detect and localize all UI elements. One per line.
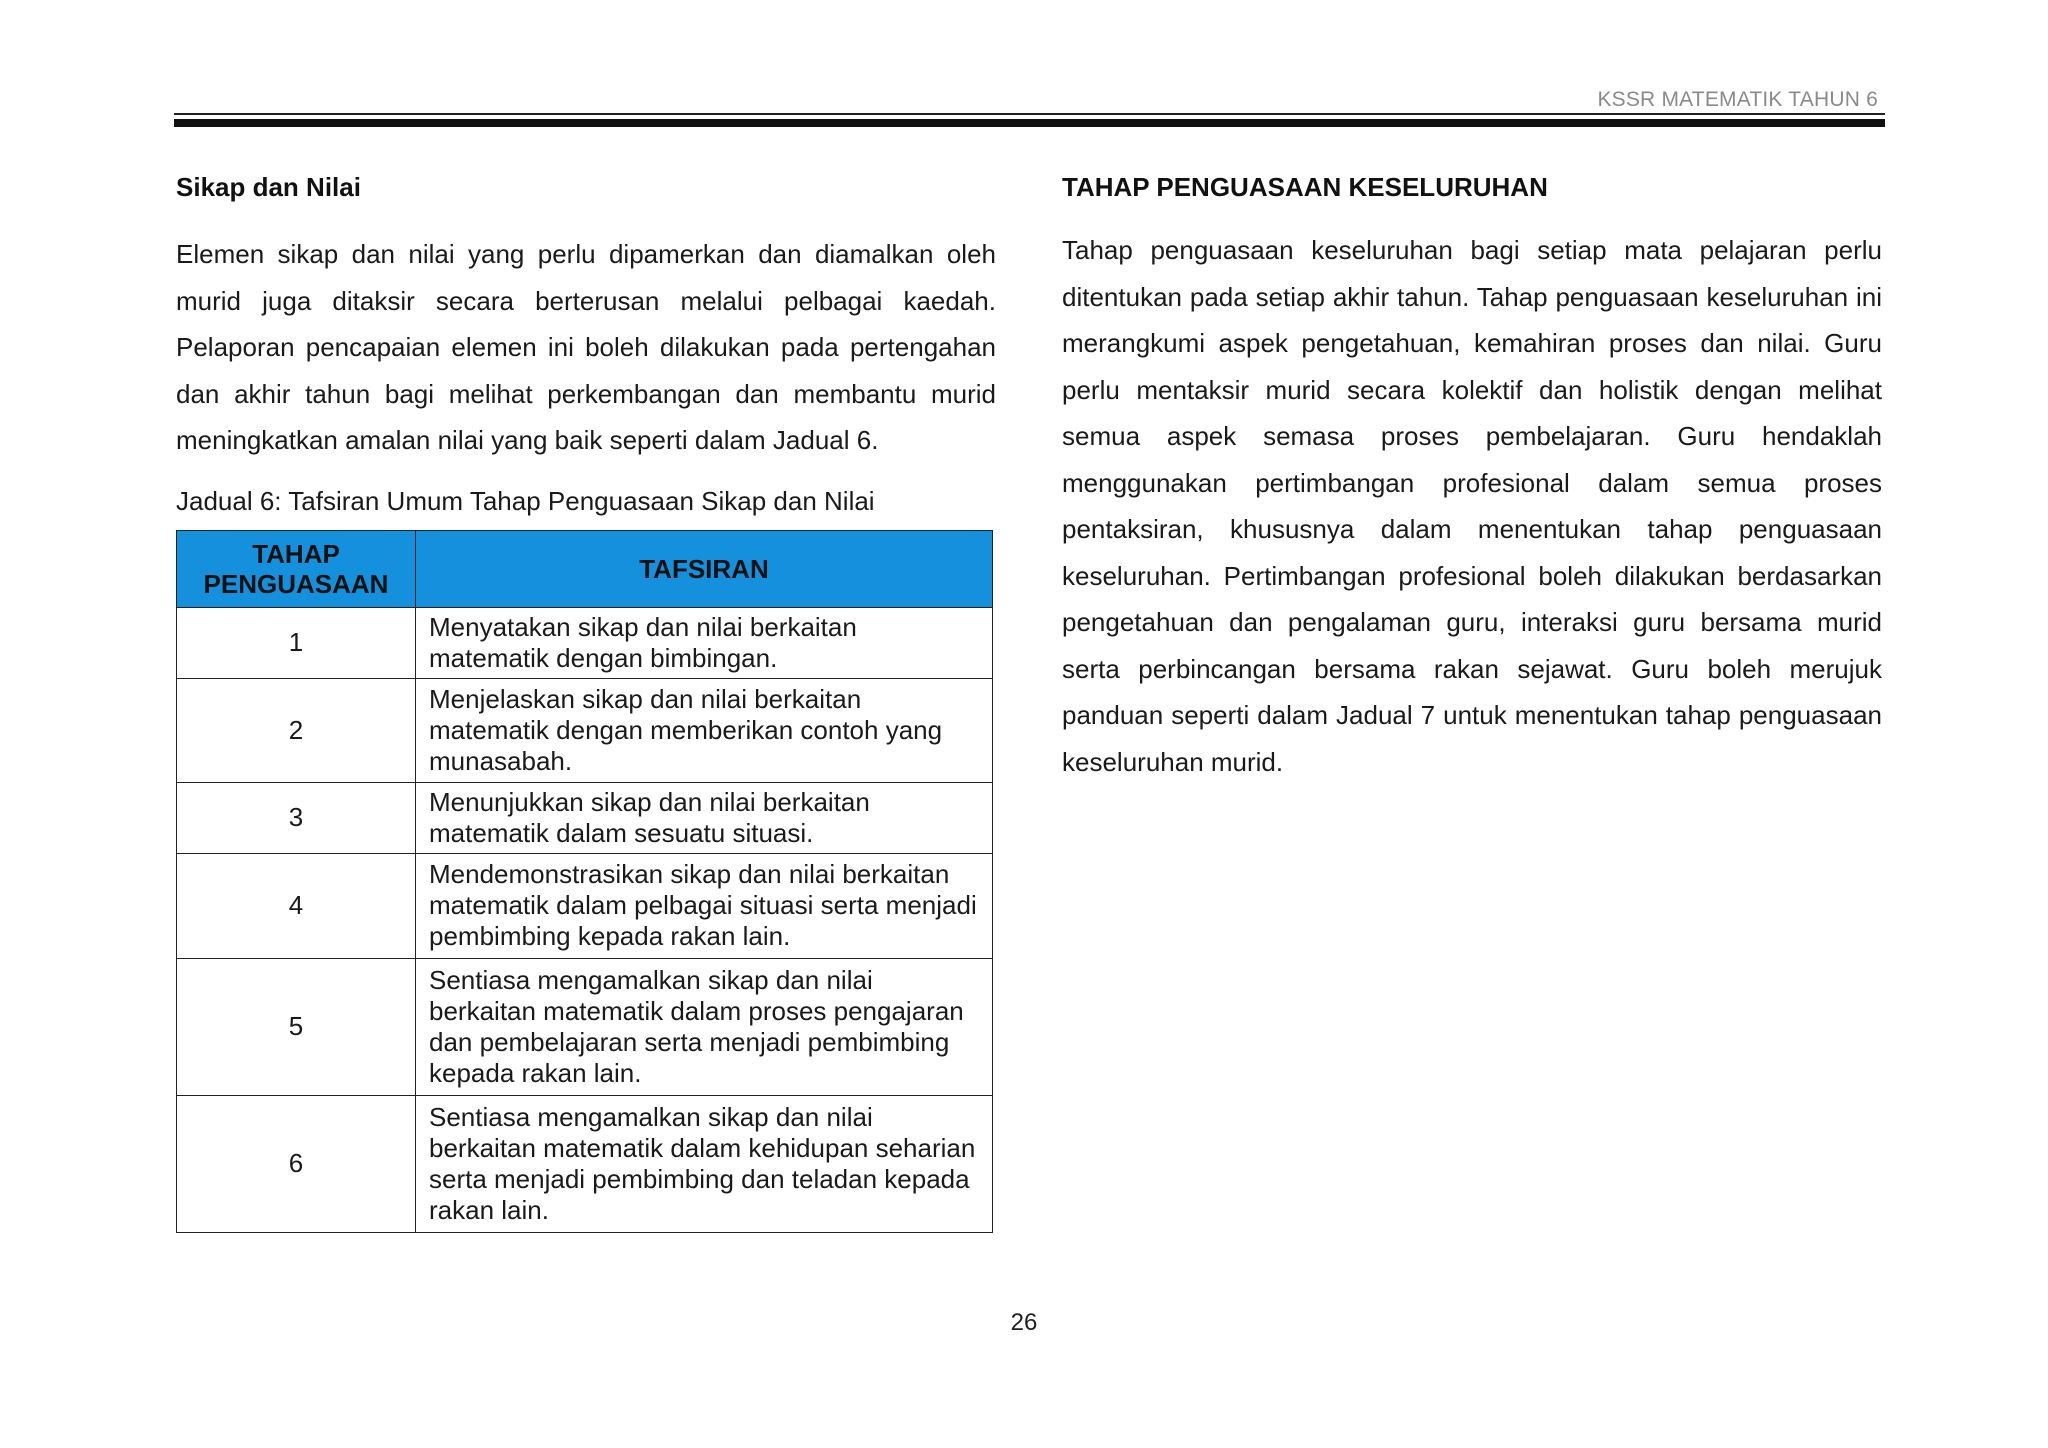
header-rule-thin xyxy=(174,113,1885,115)
level-cell: 4 xyxy=(177,853,416,958)
level-cell: 3 xyxy=(177,782,416,853)
description-cell: Menjelaskan sikap dan nilai berkaitan matematik dengan memberikan contoh yang munasabah. xyxy=(416,678,993,782)
header-rule-thick xyxy=(174,119,1885,127)
level-cell: 5 xyxy=(177,958,416,1095)
description-cell: Sentiasa mengamalkan sikap dan nilai berkaitan matematik dalam kehidupan seharian serta menjadi pembimbing dan teladan kepada rakan lain. xyxy=(416,1095,993,1232)
level-cell: 1 xyxy=(177,607,416,678)
description-cell: Mendemonstrasikan sikap dan nilai berkaitan matematik dalam pelbagai situasi serta menjadi pembimbing kepada rakan lain. xyxy=(416,853,993,958)
tahap-penguasaan-paragraph: Tahap penguasaan keseluruhan bagi setiap mata pelajaran perlu ditentukan pada setiap akhir tahun. Tahap penguasaan keseluruhan ini merangkumi aspek pengetahuan, kemahiran proses dan nilai. Guru perlu mentaksir murid secara kolektif dan holistik dengan melihat semua aspek semasa proses pembelajaran. Guru hendaklah menggunakan pertimbangan profesional dalam semua proses pentaksiran, khususnya dalam menentukan tahap penguasaan keseluruhan. Pertimbangan profesional boleh dilakukan berdasarkan pengetahuan dan pengalaman guru, interaksi guru bersama murid serta perbincangan bersama rakan sejawat. Guru boleh merujuk panduan seperti dalam Jadual 7 untuk menentukan tahap penguasaan keseluruhan murid. xyxy=(1062,235,1882,777)
table-row xyxy=(177,1095,993,1232)
header-tafsiran: TAFSIRAN xyxy=(416,530,993,607)
right-column xyxy=(1062,172,1882,785)
table-caption: Jadual 6: Tafsiran Umum Tahap Penguasaan Sikap dan Nilai xyxy=(176,485,875,516)
level-cell: 6 xyxy=(177,1095,416,1232)
level-cell: 2 xyxy=(177,678,416,782)
header-tahap-penguasaan: TAHAP PENGUASAAN xyxy=(177,530,416,607)
description-cell: Menyatakan sikap dan nilai berkaitan matematik dengan bimbingan. xyxy=(416,607,993,678)
table-row xyxy=(177,678,993,782)
description-cell: Menunjukkan sikap dan nilai berkaitan matematik dalam sesuatu situasi. xyxy=(416,782,993,853)
table-header-row xyxy=(177,530,993,607)
sikap-nilai-paragraph: Elemen sikap dan nilai yang perlu dipamerkan dan diamalkan oleh murid juga ditaksir secara berterusan melalui pelbagai kaedah. Pelaporan pencapaian elemen ini boleh dilakukan pada pertengahan dan akhir tahun bagi melihat perkembangan dan membantu murid meningkatkan amalan nilai yang baik seperti dalam Jadual 6. xyxy=(176,239,996,455)
tafsiran-table xyxy=(176,530,993,1233)
page-number: 26 xyxy=(1010,1309,1038,1336)
section-heading-tahap-penguasaan: TAHAP PENGUASAAN KESELURUHAN xyxy=(1062,172,1548,202)
table-row xyxy=(177,607,993,678)
table-row xyxy=(177,853,993,958)
running-header: KSSR MATEMATIK TAHUN 6 xyxy=(1597,88,1878,111)
table-row xyxy=(177,958,993,1095)
section-heading-sikap-nilai: Sikap dan Nilai xyxy=(176,172,361,202)
description-cell: Sentiasa mengamalkan sikap dan nilai berkaitan matematik dalam proses pengajaran dan pembelajaran serta menjadi pembimbing kepada rakan lain. xyxy=(416,958,993,1095)
left-column xyxy=(176,172,996,1233)
table-row xyxy=(177,782,993,853)
